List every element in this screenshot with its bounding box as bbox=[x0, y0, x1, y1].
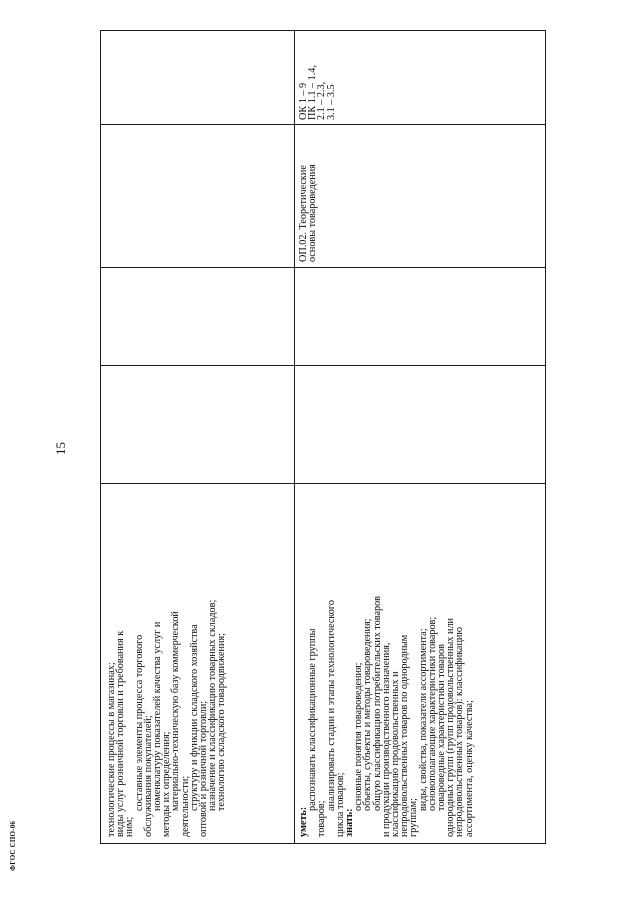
row2-text-line: анализировать стадии и этапы технологического bbox=[325, 600, 337, 811]
column-separator-3 bbox=[100, 365, 546, 366]
row2-text-line: знать: bbox=[344, 808, 356, 837]
page-number: 15 bbox=[53, 442, 68, 455]
discipline-line-2: основы товароведения bbox=[307, 164, 319, 262]
row2-text-line: цикла товаров; bbox=[334, 772, 346, 837]
row2-text-line: группам; bbox=[408, 798, 420, 837]
column-separator-2 bbox=[100, 267, 546, 268]
row1-text-line: обслуживания покупателей; bbox=[142, 715, 154, 837]
row2-text-line: классификацию продовольственных и bbox=[390, 671, 402, 837]
row1-text-line: технологические процессы в магазинах; bbox=[106, 662, 117, 837]
competency-line-2: ПК 1.1 – 1.4, bbox=[307, 65, 319, 120]
row2-text-line: однородных групп (групп продовольственных или bbox=[445, 618, 457, 837]
row2-text-line: объекты, субъекты и методы товароведения; bbox=[362, 618, 374, 811]
row2-text-line: непродовольственных товаров по однородным bbox=[399, 634, 411, 837]
table-border-top bbox=[100, 30, 546, 31]
discipline-line-1: ОП.02. Теоретические bbox=[298, 165, 309, 262]
column-separator-4 bbox=[100, 483, 546, 484]
row2-text-line: товароведные характеристики товаров bbox=[436, 644, 448, 811]
row1-text-line: виды услуг розничной торговли и требования к bbox=[115, 630, 127, 837]
row1-text-line: назначение и классификацию товарных складов; bbox=[207, 599, 219, 811]
table-border-left bbox=[100, 30, 101, 844]
row2-text-line: ассортимента, оценку качества; bbox=[463, 700, 475, 837]
table-border-right bbox=[545, 30, 546, 844]
document-footer: ФГОС СПО-06 bbox=[9, 820, 17, 871]
row2-text-line: товаров; bbox=[316, 800, 328, 837]
row2-text-line: основополагающие характеристики товаров; bbox=[426, 616, 438, 811]
row2-text-line: виды, свойства, показатели ассортимента; bbox=[417, 628, 429, 811]
row1-text-line: деятельности; bbox=[179, 775, 191, 837]
competency-line-4: 3.1 – 3.5 bbox=[325, 84, 337, 120]
column-separator-1 bbox=[100, 124, 546, 125]
row1-text-line: методы их определения; bbox=[161, 731, 173, 837]
row1-text-line: технологию складского товародвижения; bbox=[216, 633, 228, 811]
row1-text-line: оптовой и розничной торговли; bbox=[198, 700, 210, 837]
row1-text-line: номенклатуру показателей качества услуг и bbox=[152, 621, 164, 811]
row1-content-cell bbox=[107, 600, 227, 837]
row2-text-line: уметь: bbox=[298, 806, 309, 837]
row2-text-line: основные понятия товароведения; bbox=[353, 662, 365, 811]
row2-content-lines bbox=[299, 596, 474, 837]
row2-text-line: непродовольственных товаров): классификацию bbox=[454, 627, 466, 837]
row2-content-cell bbox=[299, 596, 474, 837]
row2-text-line: распознавать классификационные группы bbox=[307, 628, 319, 811]
row2-competencies-cell bbox=[299, 65, 336, 120]
row1-text-line: ним; bbox=[124, 816, 136, 837]
competency-line-1: ОК 1 – 9 bbox=[298, 82, 309, 120]
row1-text-line: структуру и функции складского хозяйства bbox=[188, 624, 200, 811]
row-separator bbox=[294, 30, 295, 844]
row2-discipline-cell bbox=[299, 164, 317, 262]
row1-content-lines bbox=[107, 600, 227, 837]
row2-text-line: и продукции производственного назначения, bbox=[380, 642, 392, 837]
row1-text-line: составные элементы процесса торгового bbox=[133, 634, 145, 811]
table-border-bottom bbox=[100, 843, 546, 844]
competency-line-3: 2.1 – 2.3, bbox=[316, 81, 328, 120]
row2-text-line: общую классификацию потребительских товаров bbox=[371, 596, 383, 811]
row1-text-line: материально-техническую базу коммерческой bbox=[170, 611, 182, 811]
